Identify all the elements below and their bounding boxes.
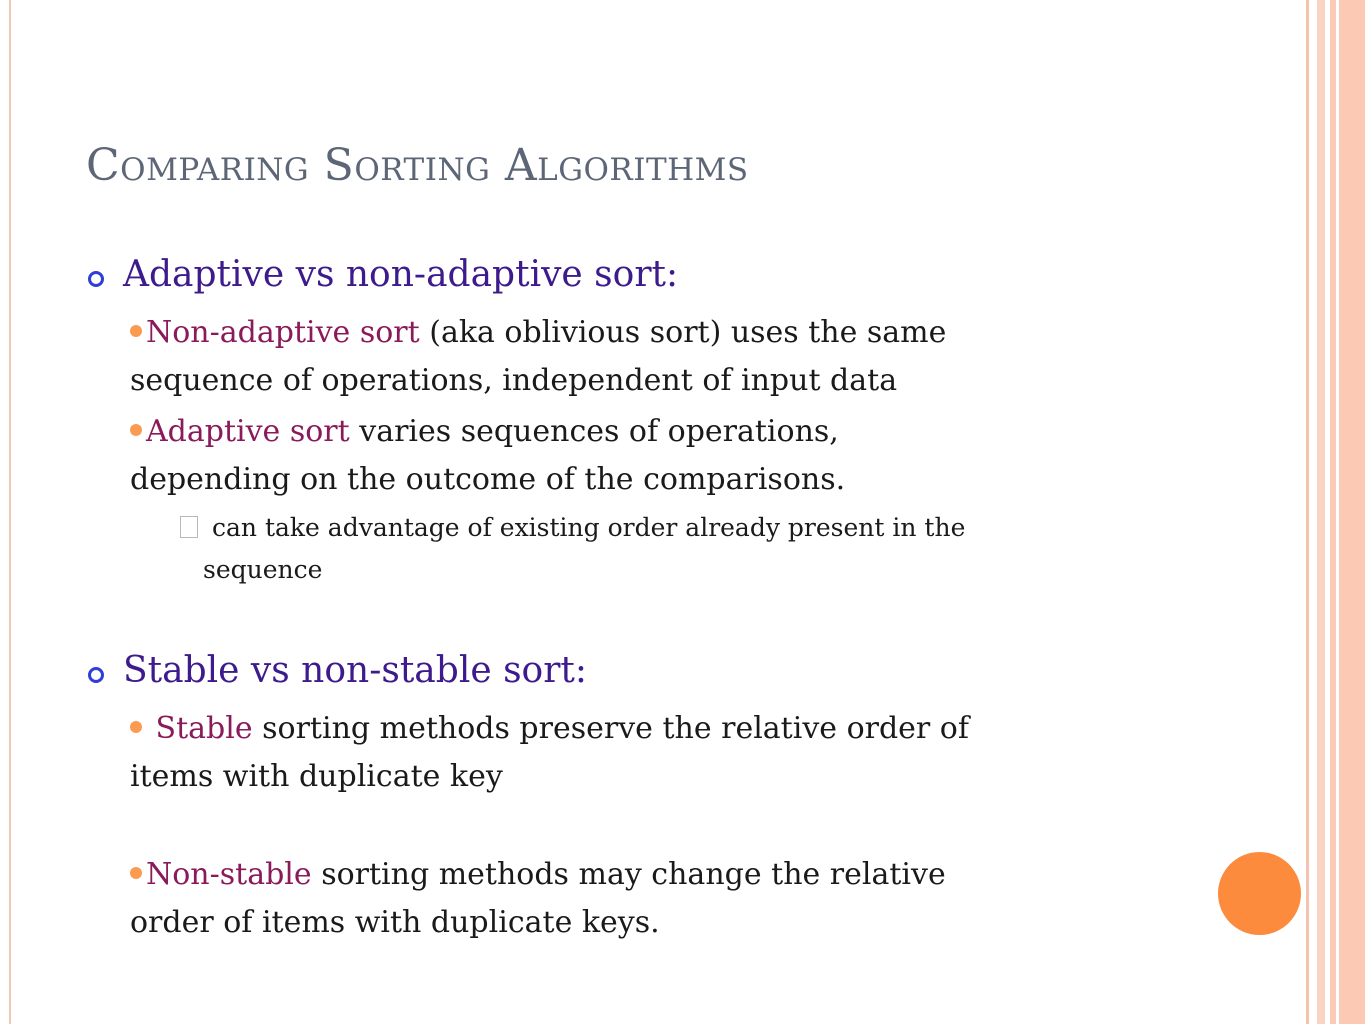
item-text-line1: sorting methods may change the relative — [311, 857, 946, 892]
item-text-line2: order of items with duplicate keys. — [130, 905, 660, 940]
list-item-non-adaptive — [130, 309, 1160, 405]
item-text-line2: items with duplicate key — [130, 759, 503, 794]
item-text-line1: sorting methods preserve the relative order of — [252, 711, 969, 746]
section-heading-text: Stable vs non-stable sort: — [123, 650, 588, 691]
item-text-line1: varies sequences of operations, — [349, 414, 839, 449]
term-non-adaptive-sort: Non-adaptive sort — [146, 315, 420, 350]
term-non-stable: Non-stable — [146, 857, 312, 892]
left-border-line — [9, 0, 11, 1024]
right-decorative-stripes — [1306, 0, 1365, 1024]
list-item-non-stable — [130, 851, 1160, 947]
orange-dot-bullet-icon — [130, 424, 142, 436]
accent-circle — [1218, 852, 1301, 935]
list-item-adaptive — [130, 408, 1160, 504]
ring-bullet-icon — [88, 271, 104, 287]
orange-dot-bullet-icon — [130, 325, 142, 337]
list-item-stable — [130, 705, 1160, 801]
orange-dot-bullet-icon — [130, 721, 142, 733]
slide-title: Comparing Sorting Algorithms — [86, 140, 749, 191]
sub-item-existing-order — [180, 507, 1190, 591]
item-text-line1: (aka oblivious sort) uses the same — [419, 315, 947, 350]
term-stable: Stable — [155, 711, 253, 746]
section-heading-text: Adaptive vs non-adaptive sort: — [123, 254, 679, 295]
orange-dot-bullet-icon — [130, 867, 142, 879]
term-adaptive-sort: Adaptive sort — [146, 414, 350, 449]
sub-item-line1: can take advantage of existing order already present in the — [212, 513, 966, 542]
stripe — [1306, 0, 1309, 1024]
sub-item-line2: sequence — [203, 555, 323, 584]
stripe — [1339, 0, 1365, 1024]
item-text-line2: depending on the outcome of the comparisons. — [130, 462, 846, 497]
item-text-line2: sequence of operations, independent of input data — [130, 363, 898, 398]
stripe — [1330, 0, 1336, 1024]
ring-bullet-icon — [88, 667, 104, 683]
missing-glyph-box-icon — [180, 516, 198, 538]
stripe — [1317, 0, 1325, 1024]
